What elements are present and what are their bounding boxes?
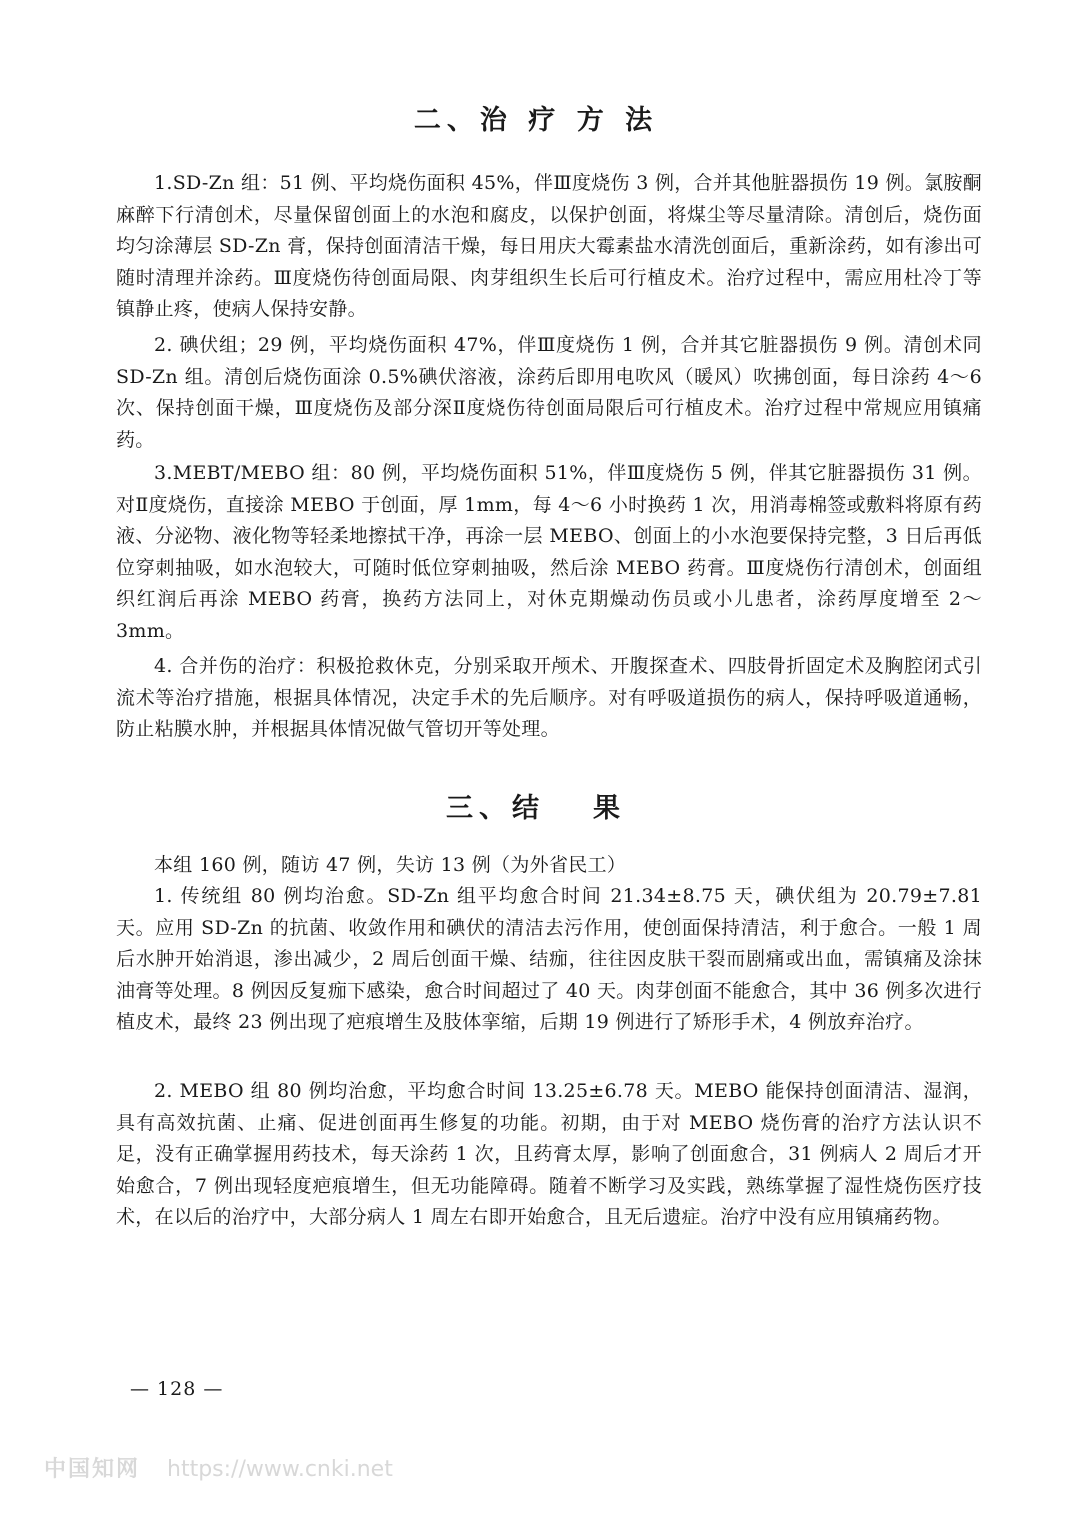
section-heading-results bbox=[0, 786, 1072, 825]
watermark-brand: 中国知网 bbox=[44, 1457, 141, 1482]
paragraph-mebo-group: 3.MEBT/MEBO 组：80 例，平均烧伤面积 51%，伴Ⅲ度烧伤 5 例，伴其它脏器损伤 31 例。对Ⅱ度烧伤，直接涂 MEBO 于创面，厚 1mm，每 4～6 小时换药 1 次，用消毒棉签或敷料将原有药液、分泌物、液化物等轻柔地擦拭干净，再涂一层 MEBO、创面上的小水泡要保持完整，3 日后再低位穿刺抽吸，如水泡较大，可随时低位穿刺抽吸，然后涂 MEBO 药膏。Ⅲ度烧伤行清创术，创面组织红润后再涂 MEBO 药膏，换药方法同上，对休克期燥动伤员或小儿患者，涂药厚度增至 2～3mm。 bbox=[116, 462, 982, 642]
results-heading-part2: 果 bbox=[593, 793, 626, 824]
results-heading-part1: 三、结 bbox=[446, 793, 545, 824]
section-heading-treatment: 二、治 疗 方 法 bbox=[413, 105, 659, 136]
paragraph-sd-zn-group: 1.SD-Zn 组：51 例、平均烧伤面积 45%，伴Ⅲ度烧伤 3 例，合并其他脏器损伤 19 例。氯胺酮麻醉下行清创术，尽量保留创面上的水泡和腐皮，以保护创面，将煤尘等尽量清除。清创后，烧伤面均匀涂薄层 SD-Zn 膏，保持创面清洁干燥，每日用庆大霉素盐水清洗创面后，重新涂药，如有渗出可随时清理并涂药。Ⅲ度烧伤待创面局限、肉芽组织生长后可行植皮术。治疗过程中，需应用杜冷丁等镇静止疼，使病人保持安静。 bbox=[116, 172, 982, 320]
paragraph-combined-injury: 4. 合并伤的治疗：积极抢救休克，分别采取开颅术、开腹探查术、四肢骨折固定术及胸腔闭式引流术等治疗措施，根据具体情况，决定手术的先后顺序。对有呼吸道损伤的病人，保持呼吸道通畅，防止粘膜水肿，并根据具体情况做气管切开等处理。 bbox=[116, 655, 982, 740]
page-number: — 128 — bbox=[130, 1378, 224, 1400]
paragraph-traditional-results: 1. 传统组 80 例均治愈。SD-Zn 组平均愈合时间 21.34±8.75 天，碘伏组为 20.79±7.81 天。应用 SD-Zn 的抗菌、收敛作用和碘伏的清洁去污作用，使创面保持清洁，利于愈合。一般 1 周后水肿开始消退，渗出减少，2 周后创面干燥、结痂，往往因皮肤干裂而剧痛或出血，需镇痛及涂抹油膏等处理。8 例因反复痂下感染，愈合时间超过了 40 天。肉芽创面不能愈合，其中 36 例多次进行植皮术，最终 23 例出现了疤痕增生及肢体挛缩，后期 19 例进行了矫形手术，4 例放弃治疗。 bbox=[116, 885, 982, 1033]
paragraph-iodophor-group: 2. 碘伏组；29 例，平均烧伤面积 47%，伴Ⅲ度烧伤 1 例，合并其它脏器损伤 9 例。清创术同 SD-Zn 组。清创后烧伤面涂 0.5%碘伏溶液，涂药后即用电吹风（暖风）吹拂创面，每日涂药 4～6 次、保持创面干燥，Ⅲ度烧伤及部分深Ⅱ度烧伤待创面局限后可行植皮术。治疗过程中常规应用镇痛药。 bbox=[116, 334, 982, 451]
watermark bbox=[44, 1452, 393, 1483]
paragraph-mebo-results: 2. MEBO 组 80 例均治愈，平均愈合时间 13.25±6.78 天。MEBO 能保持创面清洁、湿润，具有高效抗菌、止痛、促进创面再生修复的功能。初期，由于对 MEBO 烧伤膏的治疗方法认识不足，没有正确掌握用药技术，每天涂药 1 次，且药膏太厚，影响了创面愈合，31 例病人 2 周后才开始愈合，7 例出现轻度疤痕增生，但无功能障碍。随着不断学习及实践，熟练掌握了湿性烧伤医疗技术，在以后的治疗中，大部分病人 1 周左右即开始愈合，且无后遗症。治疗中没有应用镇痛药物。 bbox=[116, 1080, 982, 1228]
paragraph-results-summary: 本组 160 例，随访 47 例，失访 13 例（为外省民工） bbox=[154, 854, 627, 876]
watermark-url: https://www.cnki.net bbox=[167, 1457, 393, 1482]
